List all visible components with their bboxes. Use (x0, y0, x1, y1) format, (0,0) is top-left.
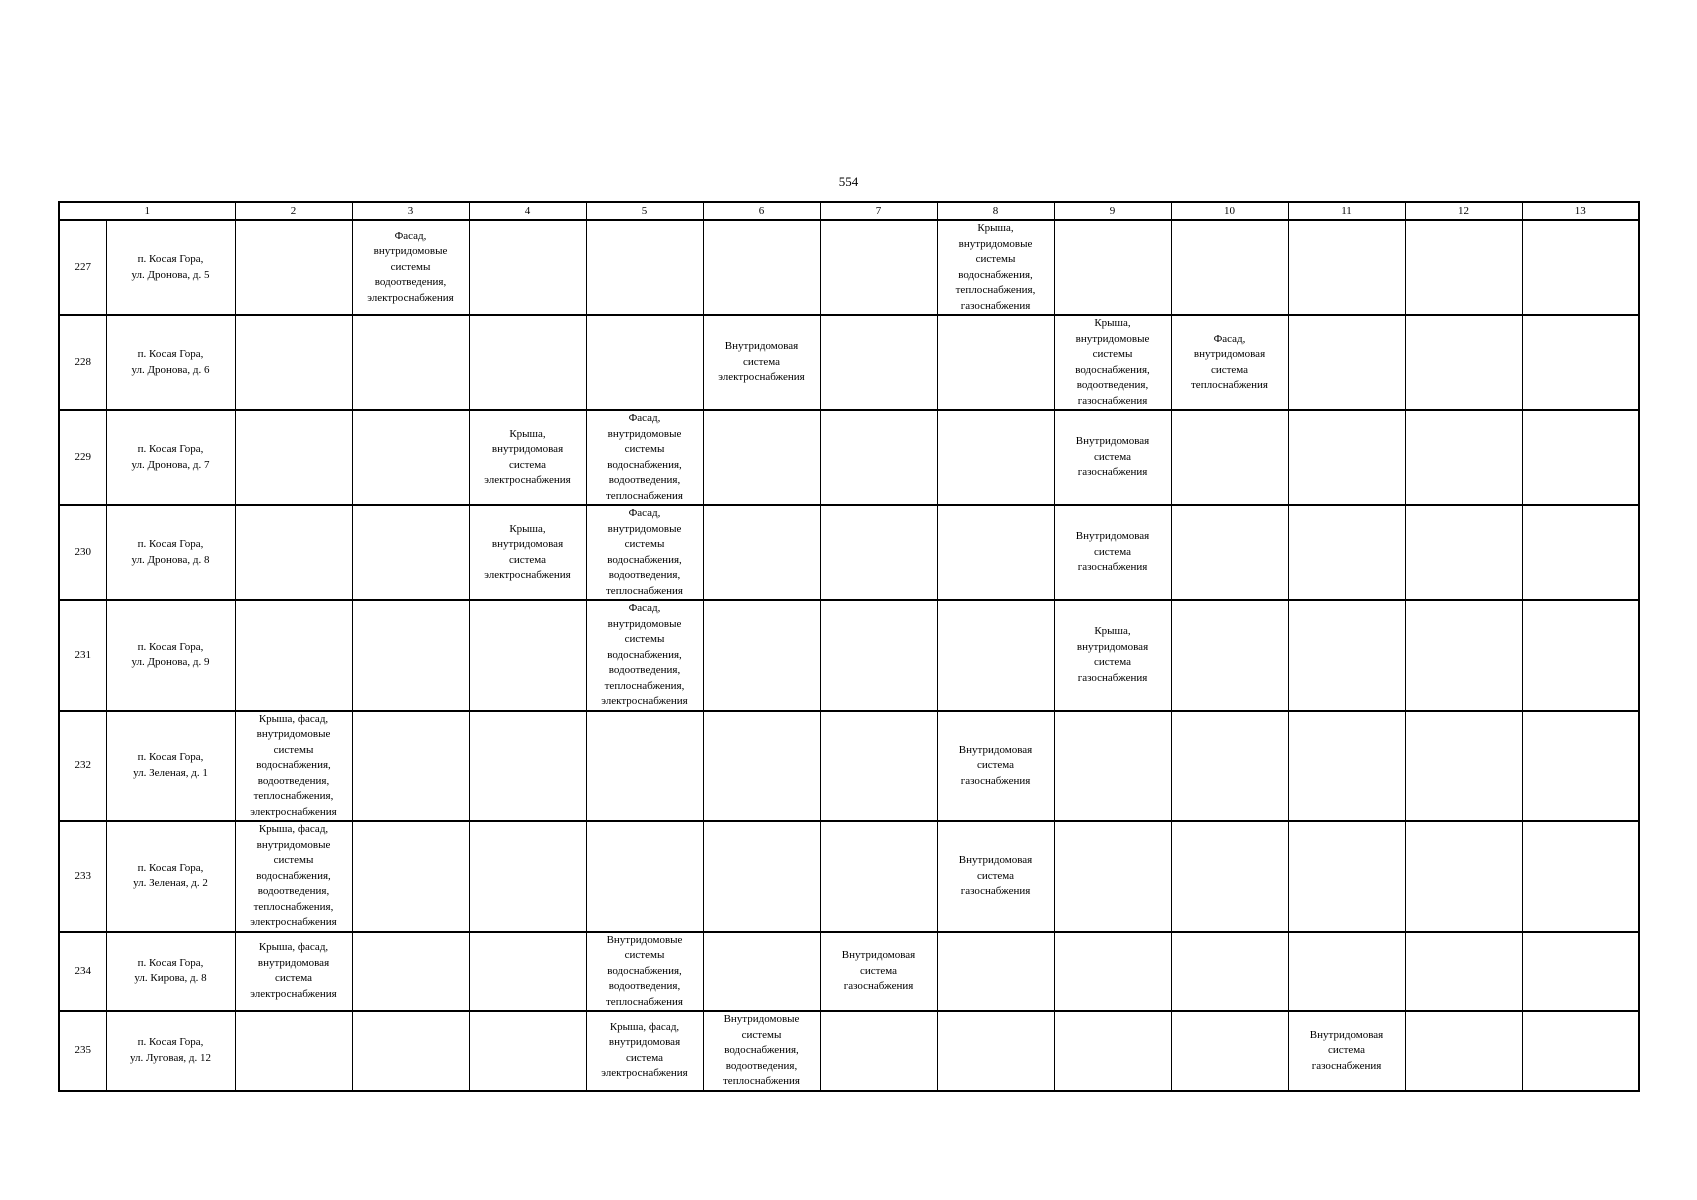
table-row (59, 315, 1639, 410)
table-cell (1171, 821, 1288, 932)
table-cell (1288, 410, 1405, 505)
table-cell (1288, 600, 1405, 711)
table-cell (235, 410, 352, 505)
table-cell (820, 600, 937, 711)
table-row (59, 600, 1639, 711)
table-cell (1522, 1011, 1639, 1091)
table-cell: Внутридомовая система газоснабжения (1288, 1011, 1405, 1091)
table-cell: Крыша, внутридомовая система электроснабжения (469, 505, 586, 600)
table-cell (469, 315, 586, 410)
table-row (59, 220, 1639, 315)
column-header: 9 (1054, 202, 1171, 220)
table-cell (1405, 410, 1522, 505)
row-number: 230 (59, 505, 106, 600)
table-cell: Внутридомовая система газоснабжения (937, 711, 1054, 822)
table-cell (937, 1011, 1054, 1091)
row-number: 227 (59, 220, 106, 315)
table-cell (586, 220, 703, 315)
table-cell (1288, 505, 1405, 600)
table-cell (1522, 711, 1639, 822)
table-cell (235, 315, 352, 410)
table-cell (1405, 821, 1522, 932)
table-cell (820, 505, 937, 600)
table-cell (1288, 711, 1405, 822)
table-cell (937, 410, 1054, 505)
table-cell (820, 220, 937, 315)
table-cell: Фасад, внутридомовые системы водоснабжения, водоотведения, теплоснабжения, электроснабжения (586, 600, 703, 711)
repair-schedule-table (58, 201, 1640, 1092)
row-number: 233 (59, 821, 106, 932)
table-cell (1054, 821, 1171, 932)
table-cell (1522, 315, 1639, 410)
table-cell (235, 600, 352, 711)
row-number: 234 (59, 932, 106, 1012)
table-cell (469, 220, 586, 315)
column-number-row (59, 202, 1639, 220)
address-cell: п. Косая Гора, ул. Дронова, д. 7 (106, 410, 235, 505)
table-cell (703, 600, 820, 711)
table-cell: Фасад, внутридомовые системы водоснабжения, водоотведения, теплоснабжения (586, 410, 703, 505)
table-cell (469, 932, 586, 1012)
table-cell (1405, 315, 1522, 410)
table-cell (1288, 821, 1405, 932)
column-header: 6 (703, 202, 820, 220)
table-cell (937, 600, 1054, 711)
table-cell (1522, 410, 1639, 505)
table-cell (352, 1011, 469, 1091)
table-cell (586, 315, 703, 410)
table-cell (1288, 220, 1405, 315)
table-cell (235, 505, 352, 600)
table-cell (1171, 1011, 1288, 1091)
table-cell (1405, 1011, 1522, 1091)
table-cell (937, 315, 1054, 410)
table-row (59, 821, 1639, 932)
address-cell: п. Косая Гора, ул. Луговая, д. 12 (106, 1011, 235, 1091)
table-cell (1171, 410, 1288, 505)
column-header: 11 (1288, 202, 1405, 220)
address-cell: п. Косая Гора, ул. Зеленая, д. 1 (106, 711, 235, 822)
table-cell (352, 821, 469, 932)
column-header: 1 (59, 202, 235, 220)
table-cell (1522, 600, 1639, 711)
column-header: 13 (1522, 202, 1639, 220)
table-cell: Крыша, внутридомовые системы водоснабжения, теплоснабжения, газоснабжения (937, 220, 1054, 315)
table-cell: Внутридомовая система электроснабжения (703, 315, 820, 410)
table-cell (352, 600, 469, 711)
table-cell: Крыша, внутридомовая система газоснабжения (1054, 600, 1171, 711)
table-row (59, 505, 1639, 600)
table-cell: Внутридомовая система газоснабжения (820, 932, 937, 1012)
table-cell: Внутридомовые системы водоснабжения, водоотведения, теплоснабжения (703, 1011, 820, 1091)
table-cell (1405, 220, 1522, 315)
table-cell (352, 315, 469, 410)
table-cell (1405, 932, 1522, 1012)
table-cell (352, 932, 469, 1012)
table-cell (1054, 932, 1171, 1012)
column-header: 4 (469, 202, 586, 220)
table-cell (1171, 932, 1288, 1012)
table-cell (586, 711, 703, 822)
table-cell (469, 1011, 586, 1091)
table-cell (937, 932, 1054, 1012)
table-cell (1288, 932, 1405, 1012)
table-cell (235, 220, 352, 315)
table-cell: Крыша, фасад, внутридомовая система электроснабжения (586, 1011, 703, 1091)
table-cell (469, 711, 586, 822)
table-cell (703, 821, 820, 932)
table-cell (1405, 711, 1522, 822)
table-row (59, 932, 1639, 1012)
row-number: 232 (59, 711, 106, 822)
row-number: 235 (59, 1011, 106, 1091)
table-cell: Фасад, внутридомовые системы водоснабжения, водоотведения, теплоснабжения (586, 505, 703, 600)
column-header: 2 (235, 202, 352, 220)
table-row (59, 711, 1639, 822)
table-cell: Внутридомовые системы водоснабжения, водоотведения, теплоснабжения (586, 932, 703, 1012)
table-cell (1171, 220, 1288, 315)
table-cell (1522, 821, 1639, 932)
table-cell (1054, 711, 1171, 822)
table-cell: Фасад, внутридомовая система теплоснабжения (1171, 315, 1288, 410)
table-cell (820, 410, 937, 505)
table-cell (1405, 505, 1522, 600)
table-row (59, 1011, 1639, 1091)
table-cell (703, 220, 820, 315)
page-number: 554 (838, 174, 859, 189)
table-cell (820, 821, 937, 932)
table-cell (1171, 505, 1288, 600)
row-number: 228 (59, 315, 106, 410)
table-cell (703, 410, 820, 505)
column-header: 12 (1405, 202, 1522, 220)
column-header: 3 (352, 202, 469, 220)
table-cell (1405, 600, 1522, 711)
table-cell (1522, 505, 1639, 600)
table-cell: Внутридомовая система газоснабжения (937, 821, 1054, 932)
column-header: 7 (820, 202, 937, 220)
address-cell: п. Косая Гора, ул. Дронова, д. 8 (106, 505, 235, 600)
table-cell (352, 505, 469, 600)
table-cell (820, 711, 937, 822)
table-cell (352, 711, 469, 822)
table-cell: Фасад, внутридомовые системы водоотведения, электроснабжения (352, 220, 469, 315)
row-number: 229 (59, 410, 106, 505)
address-cell: п. Косая Гора, ул. Дронова, д. 9 (106, 600, 235, 711)
table-cell (1054, 1011, 1171, 1091)
table-cell (235, 1011, 352, 1091)
table-cell: Крыша, фасад, внутридомовые системы водоснабжения, водоотведения, теплоснабжения, электроснабжения (235, 821, 352, 932)
column-header: 8 (937, 202, 1054, 220)
table-cell: Внутридомовая система газоснабжения (1054, 505, 1171, 600)
table-cell (937, 505, 1054, 600)
column-header: 5 (586, 202, 703, 220)
table-cell (469, 821, 586, 932)
table-cell (1171, 711, 1288, 822)
table-cell (703, 505, 820, 600)
address-cell: п. Косая Гора, ул. Кирова, д. 8 (106, 932, 235, 1012)
table-cell (703, 711, 820, 822)
table-cell (586, 821, 703, 932)
table-cell: Крыша, внутридомовая система электроснабжения (469, 410, 586, 505)
table-cell: Крыша, фасад, внутридомовые системы водоснабжения, водоотведения, теплоснабжения, электроснабжения (235, 711, 352, 822)
table-row (59, 410, 1639, 505)
address-cell: п. Косая Гора, ул. Дронова, д. 6 (106, 315, 235, 410)
address-cell: п. Косая Гора, ул. Дронова, д. 5 (106, 220, 235, 315)
table-cell: Крыша, фасад, внутридомовая система электроснабжения (235, 932, 352, 1012)
table-cell (469, 600, 586, 711)
column-header: 10 (1171, 202, 1288, 220)
address-cell: п. Косая Гора, ул. Зеленая, д. 2 (106, 821, 235, 932)
table-cell (352, 410, 469, 505)
table-cell (703, 932, 820, 1012)
table-cell (1522, 220, 1639, 315)
table-cell (820, 1011, 937, 1091)
table-cell (1522, 932, 1639, 1012)
table-cell: Крыша, внутридомовые системы водоснабжения, водоотведения, газоснабжения (1054, 315, 1171, 410)
table-cell (1288, 315, 1405, 410)
table-cell (820, 315, 937, 410)
table-cell: Внутридомовая система газоснабжения (1054, 410, 1171, 505)
table-cell (1054, 220, 1171, 315)
table-cell (1171, 600, 1288, 711)
row-number: 231 (59, 600, 106, 711)
